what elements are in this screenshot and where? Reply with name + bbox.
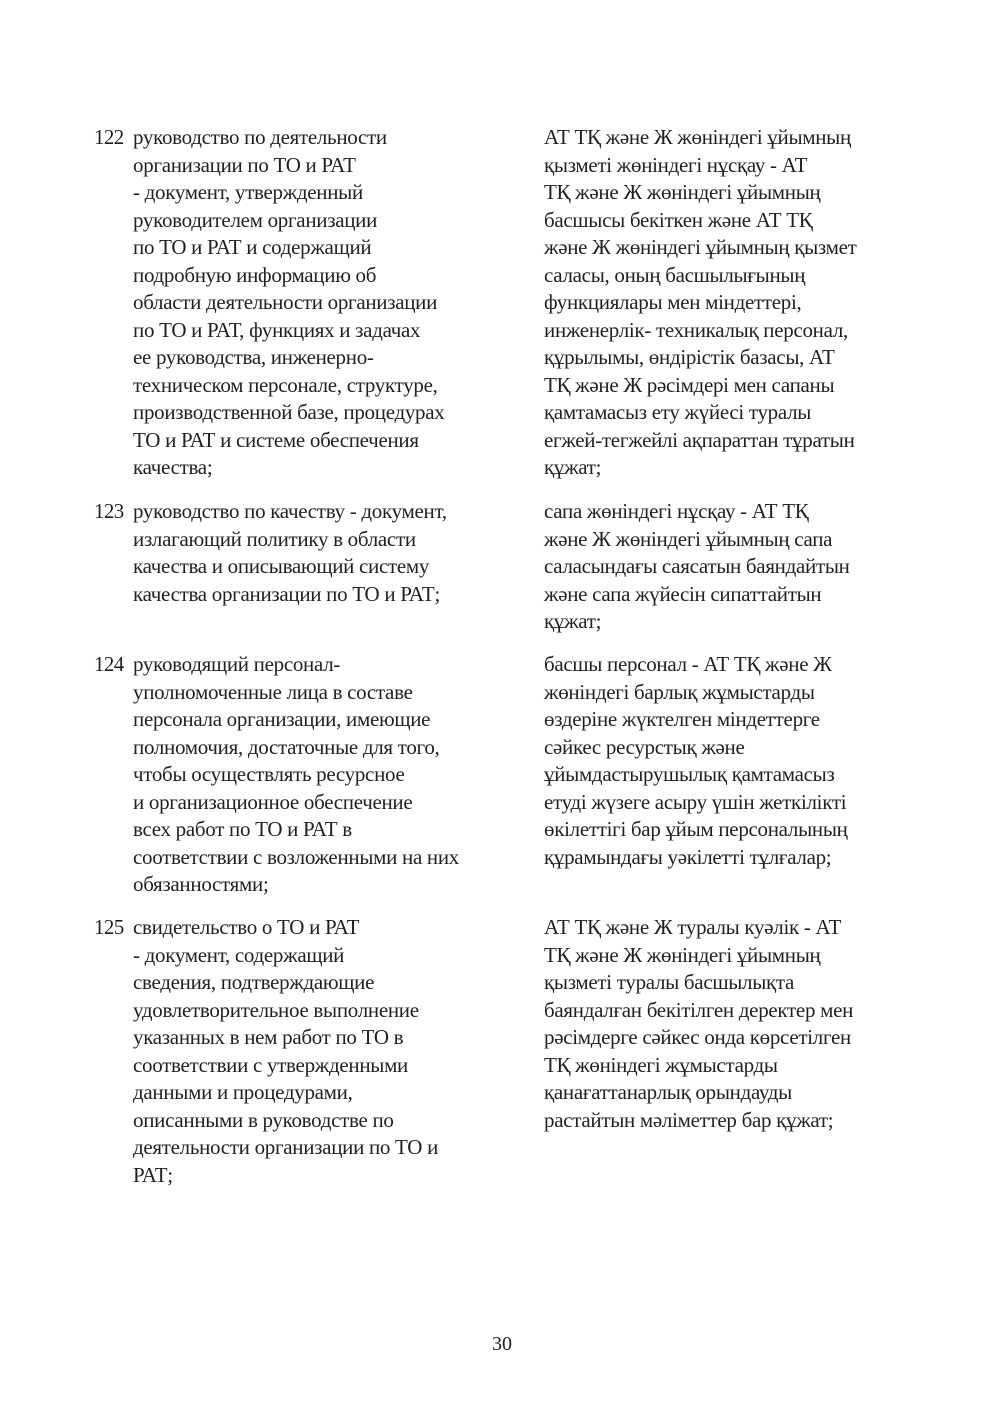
text-line: описанными в руководстве по	[133, 1107, 394, 1132]
text-line: сведения, подтверждающие	[133, 970, 375, 994]
entry-number: 125	[94, 915, 124, 939]
text-line: ее руководства, инженерно-	[133, 345, 374, 369]
text-line: области деятельности организации	[133, 290, 438, 314]
text-line: саласы, оның басшылығының	[544, 262, 806, 287]
russian-definition	[133, 651, 505, 899]
text-line: құрылымы, өндірістік базасы, АТ	[544, 345, 835, 369]
russian-definition	[133, 498, 505, 608]
text-line: АТ ТҚ және Ж жөніндегі ұйымның	[544, 125, 851, 149]
text-line: баяндалған бекітілген деректер мен	[544, 997, 854, 1022]
russian-definition	[133, 124, 505, 482]
text-line: және сапа жүйесін сипаттайтын	[544, 581, 822, 606]
text-line: өкілеттігі бар ұйым персоналының	[544, 817, 848, 841]
text-line: техническом персонале, структуре,	[133, 372, 438, 397]
text-line: руководящий персонал-	[133, 652, 341, 676]
text-line: қанағаттанарлық орындауды	[544, 1080, 792, 1104]
text-line: егжей-тегжейлі ақпараттан тұратын	[544, 427, 855, 452]
text-line: полномочия, достаточные для того,	[133, 734, 440, 759]
text-line: және Ж жөніндегі ұйымның сапа	[544, 526, 833, 551]
text-line: жөніндегі барлық жұмыстарды	[544, 679, 815, 704]
text-line: ТО и РАТ и системе обеспечения	[133, 427, 419, 452]
text-line: по ТО и РАТ и содержащий	[133, 235, 372, 259]
kazakh-definition	[544, 914, 906, 1134]
text-line: ТҚ жөніндегі жұмыстарды	[544, 1052, 778, 1077]
text-line: РАТ;	[133, 1162, 173, 1187]
text-line: уполномоченные лица в составе	[133, 679, 413, 704]
text-line: етуді жүзеге асыру үшін жеткілікті	[544, 789, 847, 814]
text-line: сәйкес ресурстық және	[544, 734, 745, 759]
text-line: свидетельство о ТО и РАТ	[133, 915, 360, 939]
text-line: ТҚ және Ж жөніндегі ұйымның	[544, 942, 821, 967]
text-line: АТ ТҚ және Ж туралы куәлік - АТ	[544, 915, 842, 939]
entry-number: 123	[94, 499, 124, 523]
text-line: құжат;	[544, 609, 602, 633]
text-line: қызметі туралы басшылықта	[544, 970, 795, 994]
page-number: 30	[492, 1333, 512, 1355]
text-line: саласындағы саясатын баяндайтын	[544, 554, 850, 578]
text-line: ұйымдастырушылық қамтамасыз	[544, 762, 835, 786]
text-line: всех работ по ТО и РАТ в	[133, 817, 352, 841]
text-line: инженерлік- техникалық персонал,	[544, 317, 848, 342]
text-line: құрамындағы уәкілетті тұлғалар;	[544, 844, 832, 869]
russian-definition	[133, 914, 505, 1189]
text-line: соответствии с утвержденными	[133, 1052, 408, 1077]
text-line: чтобы осуществлять ресурсное	[133, 762, 405, 786]
kazakh-definition	[544, 651, 906, 871]
text-line: басшысы бекіткен және АТ ТҚ	[544, 207, 813, 232]
entry-number: 122	[94, 125, 124, 149]
text-line: сапа жөніндегі нұсқау - АТ ТҚ	[544, 499, 809, 523]
text-line: качества;	[133, 455, 213, 479]
text-line: және Ж жөніндегі ұйымның қызмет	[544, 235, 857, 259]
text-line: - документ, утвержденный	[133, 180, 363, 204]
text-line: ТҚ және Ж жөніндегі ұйымның	[544, 180, 821, 204]
text-line: производственной базе, процедурах	[133, 400, 445, 424]
text-line: рәсімдерге сәйкес онда көрсетілген	[544, 1025, 851, 1049]
text-line: подробную информацию об	[133, 262, 377, 287]
text-line: организации по ТО и РАТ	[133, 152, 356, 177]
text-line: указанных в нем работ по ТО в	[133, 1025, 404, 1049]
text-line: качества и описывающий систему	[133, 554, 430, 578]
text-line: қамтамасыз ету жүйесі туралы	[544, 400, 812, 424]
text-line: качества организации по ТО и РАТ;	[133, 581, 440, 606]
text-line: растайтын мәліметтер бар құжат;	[544, 1107, 834, 1132]
text-line: персонала организации, имеющие	[133, 707, 431, 731]
text-line: руководство по качеству - документ,	[133, 499, 447, 523]
text-line: руководство по деятельности	[133, 125, 387, 149]
text-line: и организационное обеспечение	[133, 789, 413, 814]
text-line: құжат;	[544, 455, 602, 479]
text-line: функциялары мен міндеттері,	[544, 290, 802, 314]
text-line: по ТО и РАТ, функциях и задачах	[133, 317, 421, 342]
text-line: излагающий политику в области	[133, 526, 416, 551]
text-line: соответствии с возложенными на них	[133, 844, 460, 869]
kazakh-definition	[544, 498, 906, 636]
text-line: - документ, содержащий	[133, 942, 345, 967]
text-line: обязанностями;	[133, 872, 269, 896]
text-line: қызметі жөніндегі нұсқау - АТ	[544, 152, 808, 177]
text-line: басшы персонал - АТ ТҚ және Ж	[544, 652, 832, 676]
text-line: данными и процедурами,	[133, 1080, 353, 1104]
kazakh-definition	[544, 124, 906, 482]
text-line: руководителем организации	[133, 207, 378, 232]
text-line: өздеріне жүктелген міндеттерге	[544, 707, 820, 731]
text-line: ТҚ және Ж рәсімдері мен сапаны	[544, 372, 835, 397]
text-line: деятельности организации по ТО и	[133, 1135, 439, 1159]
entry-number: 124	[94, 652, 124, 676]
text-line: удовлетворительное выполнение	[133, 997, 419, 1022]
